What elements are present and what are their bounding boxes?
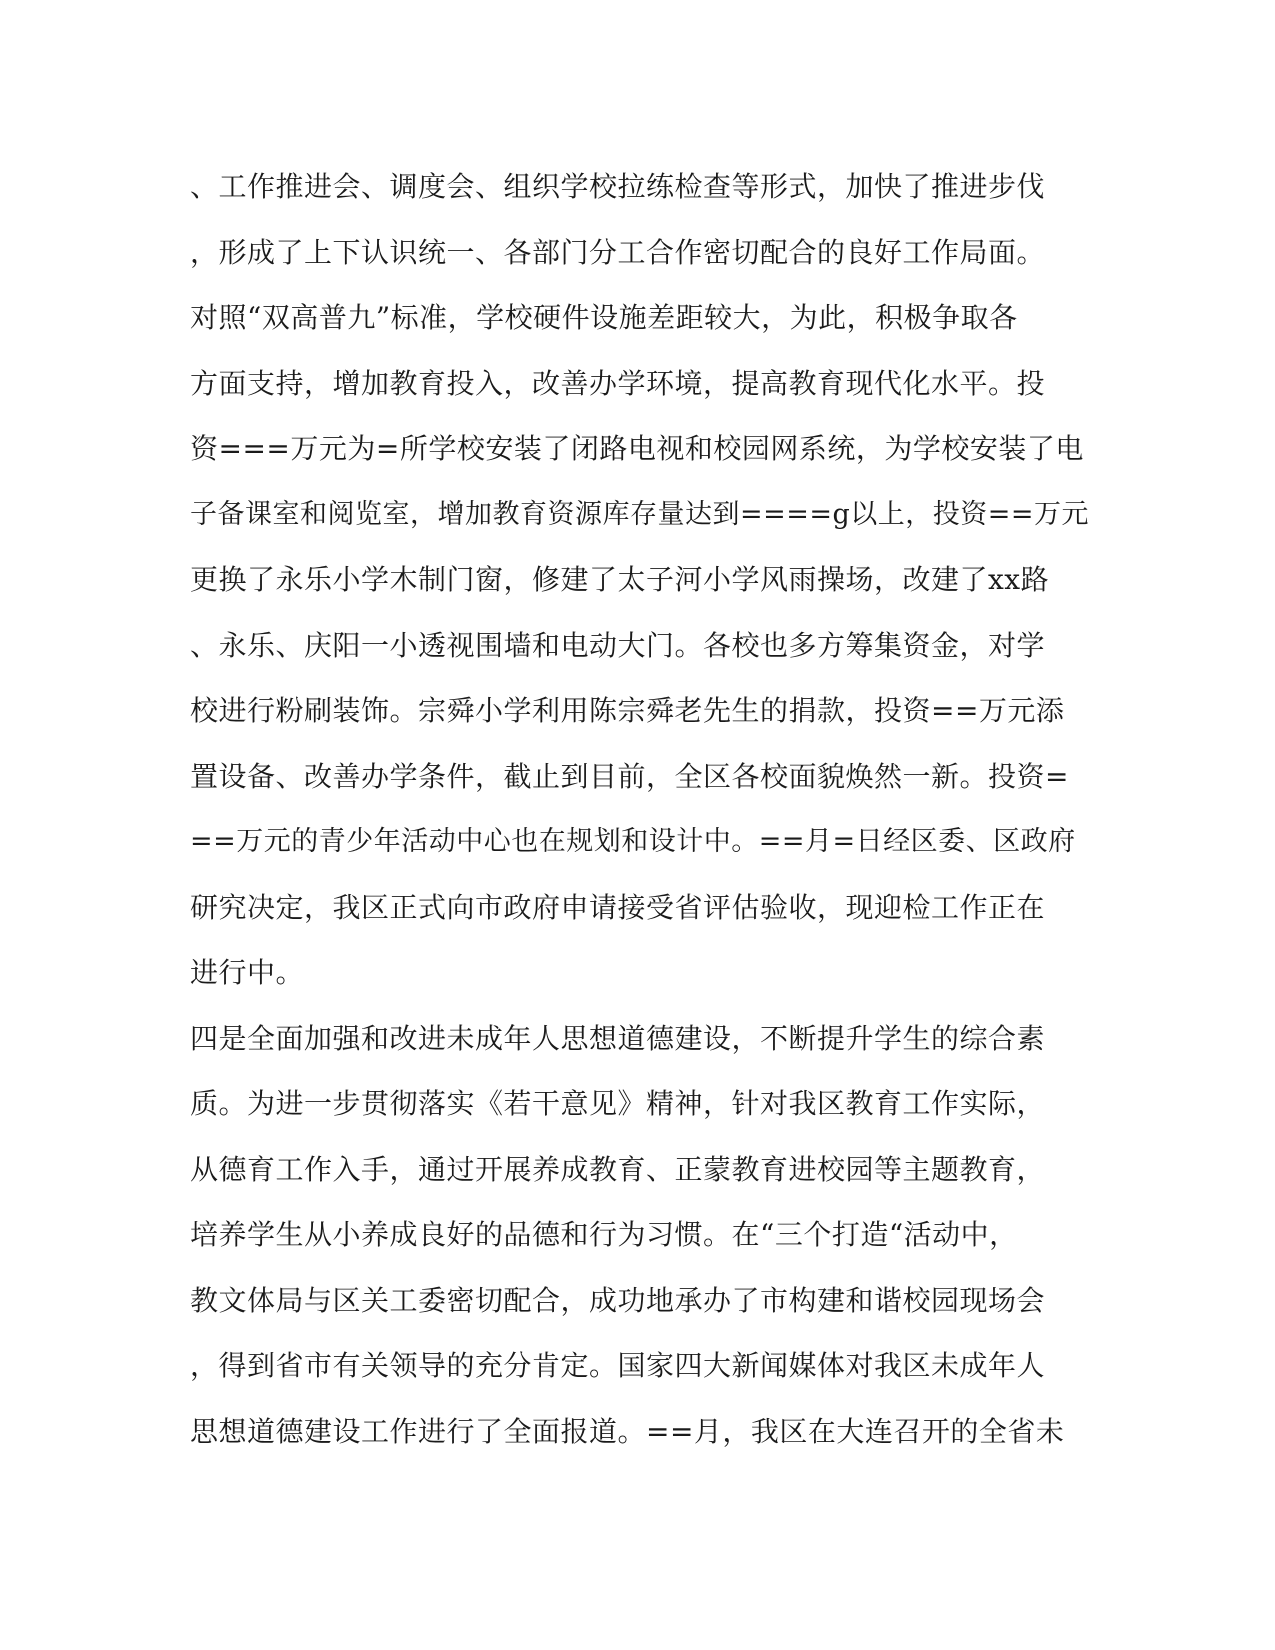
text-line: 思想道德建设工作进行了全面报道。==月，我区在大连召开的全省未 <box>190 1414 1065 1448</box>
text-line: 培养学生从小养成良好的品德和行为习惯。在“三个打造“活动中， <box>190 1218 1018 1251</box>
text-line: ==万元的青少年活动中心也在规划和设计中。==月=日经区委、区政府 <box>190 826 1076 857</box>
text-line: 方面支持，增加教育投入，改善办学环境，提高教育现代化水平。投 <box>190 366 1046 400</box>
text-line: 对照“双高普九”标准，学校硬件设施差距较大，为此，积极争取各 <box>190 301 1018 334</box>
text-line: 教文体局与区关工委密切配合，成功地承办了市构建和谐校园现场会 <box>190 1283 1046 1317</box>
text-line: 四是全面加强和改进未成年人思想道德建设，不断提升学生的综合素 <box>190 1021 1046 1055</box>
text-line: 进行中。 <box>190 956 305 989</box>
text-line: 、永乐、庆阳一小透视围墙和电动大门。各校也多方筹集资金，对学 <box>190 628 1046 662</box>
text-line: 资===万元为=所学校安装了闭路电视和校园网系统，为学校安装了电 <box>190 432 1084 465</box>
text-line: 从德育工作入手，通过开展养成教育、正蒙教育进校园等主题教育， <box>190 1152 1046 1186</box>
text-line: 研究决定，我区正式向市政府申请接受省评估验收，现迎检工作正在 <box>190 890 1046 924</box>
text-line: 置设备、改善办学条件，截止到目前，全区各校面貌焕然一新。投资= <box>190 759 1069 793</box>
body-text <box>190 154 1090 1464</box>
text-line: 校进行粉刷装饰。宗舜小学利用陈宗舜老先生的捐款，投资==万元添 <box>190 694 1065 727</box>
text-line: ，得到省市有关领导的充分肯定。国家四大新闻媒体对我区未成年人 <box>190 1349 1046 1382</box>
text-line: ，形成了上下认识统一、各部门分工合作密切配合的良好工作局面。 <box>190 235 1046 269</box>
text-line: 子备课室和阅览室，增加教育资源库存量达到====g以上，投资==万元 <box>190 498 1090 530</box>
text-line: 更换了永乐小学木制门窗，修建了太子河小学风雨操场，改建了xx路 <box>190 563 1050 596</box>
text-line: 质。为进一步贯彻落实《若干意见》精神，针对我区教育工作实际， <box>190 1087 1046 1120</box>
text-line: 、工作推进会、调度会、组织学校拉练检查等形式，加快了推进步伐 <box>190 170 1046 203</box>
